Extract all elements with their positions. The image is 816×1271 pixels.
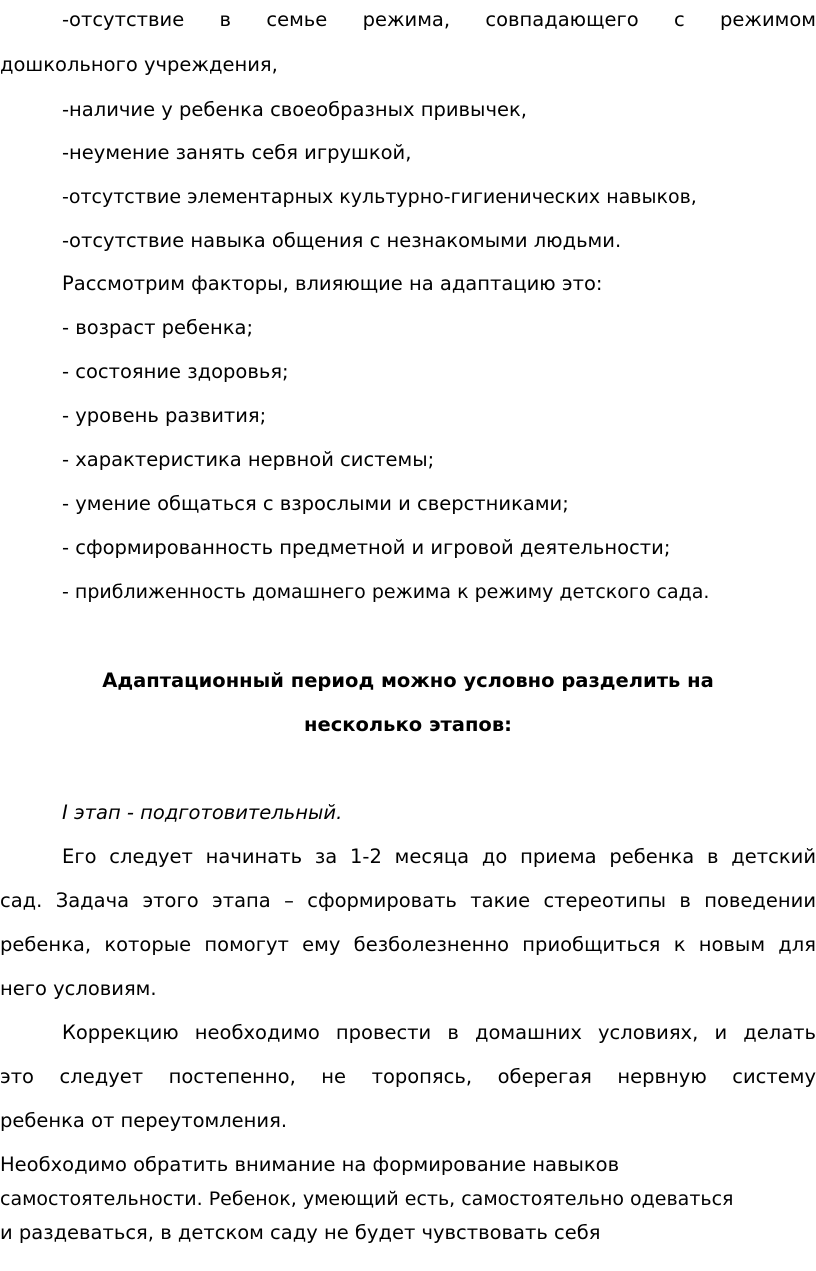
text-line: Коррекцию необходимо провести в домашних условиях, и делать	[62, 1021, 816, 1044]
text-line: него условиям.	[0, 977, 157, 1000]
text-line: -отсутствие в семье режима, совпадающего с режимом	[62, 8, 816, 31]
text-line: ребенка, которые помогут ему безболезненно приобщиться к новым для	[0, 933, 816, 956]
text-line: -неумение занять себя игрушкой,	[62, 141, 412, 164]
text-line: самостоятельности. Ребенок, умеющий есть, самостоятельно одеваться	[0, 1188, 734, 1210]
section-heading: несколько этапов:	[304, 713, 512, 736]
list-item: - возраст ребенка;	[62, 316, 254, 339]
text-line: Его следует начинать за 1-2 месяца до приема ребенка в детский	[62, 845, 816, 868]
list-item: - уровень развития;	[62, 404, 267, 427]
section-heading: Адаптационный период можно условно разделить на	[102, 669, 714, 692]
text-line: Необходимо обратить внимание на формирование навыков	[0, 1153, 620, 1176]
text-line: и раздеваться, в детском саду не будет чувствовать себя	[0, 1221, 601, 1244]
text-line: -отсутствие навыка общения с незнакомыми людьми.	[62, 229, 622, 252]
list-item: - умение общаться с взрослыми и сверстниками;	[62, 492, 569, 515]
text-line: -наличие у ребенка своеобразных привычек,	[62, 98, 527, 121]
text-line: -отсутствие элементарных культурно-гигиенических навыков,	[62, 186, 697, 208]
text-line: это следует постепенно, не торопясь, оберегая нервную систему	[0, 1065, 816, 1088]
list-item: - сформированность предметной и игровой деятельности;	[62, 536, 671, 559]
text-line: Рассмотрим факторы, влияющие на адаптацию это:	[62, 272, 603, 295]
list-item: - состояние здоровья;	[62, 360, 289, 383]
stage-title: I этап - подготовительный.	[62, 801, 343, 824]
text-line: сад. Задача этого этапа – сформировать такие стереотипы в поведении	[0, 889, 816, 912]
text-line: ребенка от переутомления.	[0, 1109, 288, 1132]
list-item: - приближенность домашнего режима к режиму детского сада.	[62, 581, 710, 603]
list-item: - характеристика нервной системы;	[62, 448, 435, 471]
text-line: дошкольного учреждения,	[0, 53, 278, 76]
